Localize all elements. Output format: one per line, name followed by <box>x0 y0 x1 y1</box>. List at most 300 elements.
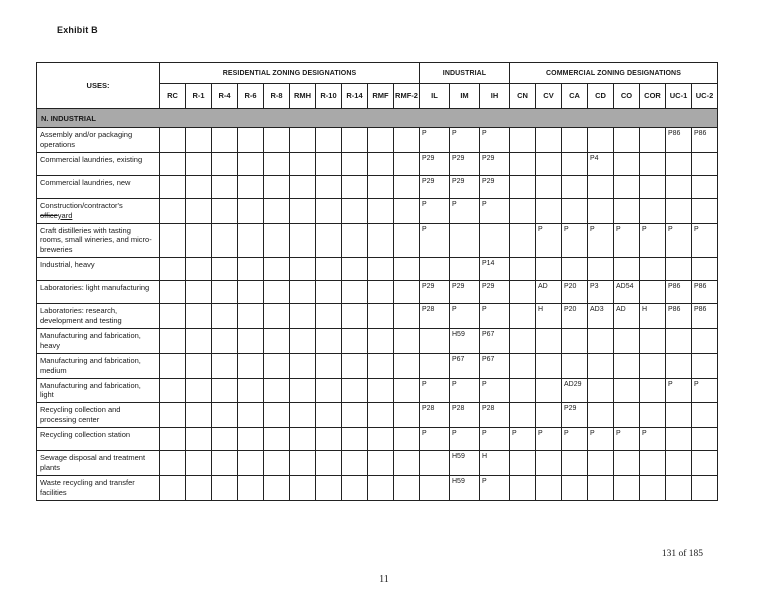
permission-cell <box>368 304 394 329</box>
permission-cell <box>212 198 238 223</box>
use-row <box>37 223 718 258</box>
permission-cell <box>368 223 394 258</box>
permission-cell <box>316 258 342 281</box>
permission-cell <box>692 428 718 451</box>
permission-cell <box>510 258 536 281</box>
permission-cell <box>588 451 614 476</box>
permission-cell: P28 <box>420 403 450 428</box>
permission-cell <box>212 403 238 428</box>
permission-cell <box>666 258 692 281</box>
permission-cell <box>212 353 238 378</box>
permission-cell <box>588 198 614 223</box>
permission-cell: P <box>480 378 510 403</box>
permission-cell <box>212 428 238 451</box>
permission-cell <box>536 152 562 175</box>
use-name-cell: Craft distilleries with tasting rooms, small wineries, and micro-breweries <box>37 223 160 258</box>
permission-cell <box>666 451 692 476</box>
use-name-cell: Manufacturing and fabrication, heavy <box>37 329 160 354</box>
permission-cell: P <box>420 198 450 223</box>
permission-cell <box>160 475 186 500</box>
zone-code-header: CA <box>562 84 588 109</box>
permission-cell: P20 <box>562 304 588 329</box>
zone-code-header: UC-1 <box>666 84 692 109</box>
permission-cell <box>238 428 264 451</box>
permission-cell <box>342 152 368 175</box>
use-name-cell: Commercial laundries, new <box>37 175 160 198</box>
permission-cell <box>290 304 316 329</box>
use-row <box>37 475 718 500</box>
permission-cell <box>316 329 342 354</box>
permission-cell <box>264 378 290 403</box>
permission-cell <box>160 428 186 451</box>
permission-cell: P29 <box>480 281 510 304</box>
permission-cell: P <box>420 223 450 258</box>
permission-cell <box>394 329 420 354</box>
section-header-cell: N. INDUSTRIAL <box>37 109 718 128</box>
permission-cell <box>368 475 394 500</box>
permission-cell: P29 <box>450 152 480 175</box>
permission-cell: P29 <box>562 403 588 428</box>
permission-cell <box>316 475 342 500</box>
permission-cell: AD54 <box>614 281 640 304</box>
permission-cell <box>212 378 238 403</box>
deleted-text: office <box>40 210 58 220</box>
permission-cell: P <box>666 378 692 403</box>
permission-cell: P <box>640 428 666 451</box>
permission-cell <box>562 329 588 354</box>
permission-cell: P <box>666 223 692 258</box>
permission-cell: P29 <box>420 152 450 175</box>
permission-cell <box>588 258 614 281</box>
permission-cell <box>614 378 640 403</box>
use-row <box>37 128 718 153</box>
permission-cell <box>510 378 536 403</box>
permission-cell <box>316 281 342 304</box>
permission-cell <box>536 378 562 403</box>
permission-cell <box>614 475 640 500</box>
permission-cell: P <box>510 428 536 451</box>
permission-cell <box>160 152 186 175</box>
permission-cell <box>510 475 536 500</box>
permission-cell <box>614 451 640 476</box>
permission-cell <box>186 258 212 281</box>
permission-cell <box>186 175 212 198</box>
permission-cell <box>692 329 718 354</box>
permission-cell <box>666 403 692 428</box>
zone-code-header: COR <box>640 84 666 109</box>
permission-cell <box>342 451 368 476</box>
permission-cell <box>160 353 186 378</box>
permission-cell <box>238 451 264 476</box>
permission-cell <box>186 198 212 223</box>
permission-cell <box>342 378 368 403</box>
permission-cell: P <box>480 128 510 153</box>
permission-cell: P <box>450 198 480 223</box>
permission-cell <box>212 304 238 329</box>
permission-cell <box>368 353 394 378</box>
permission-cell <box>394 128 420 153</box>
permission-cell <box>368 198 394 223</box>
permission-cell <box>160 451 186 476</box>
use-row <box>37 281 718 304</box>
permission-cell <box>238 475 264 500</box>
permission-cell: P <box>420 378 450 403</box>
permission-cell <box>640 451 666 476</box>
permission-cell <box>614 175 640 198</box>
permission-cell <box>666 198 692 223</box>
permission-cell <box>666 175 692 198</box>
permission-cell <box>394 198 420 223</box>
zone-code-header: IM <box>450 84 480 109</box>
permission-cell <box>394 223 420 258</box>
permission-cell: P28 <box>480 403 510 428</box>
permission-cell: H <box>640 304 666 329</box>
permission-cell <box>640 403 666 428</box>
permission-cell <box>666 475 692 500</box>
permission-cell <box>212 152 238 175</box>
permission-cell <box>536 403 562 428</box>
permission-cell <box>186 451 212 476</box>
permission-cell <box>692 198 718 223</box>
use-name-cell: Recycling collection station <box>37 428 160 451</box>
permission-cell <box>692 475 718 500</box>
permission-cell <box>562 451 588 476</box>
permission-cell <box>562 128 588 153</box>
permission-cell: P <box>692 378 718 403</box>
permission-cell <box>264 281 290 304</box>
permission-cell <box>212 451 238 476</box>
permission-cell <box>536 128 562 153</box>
permission-cell <box>368 329 394 354</box>
permission-cell <box>394 258 420 281</box>
permission-cell: AD3 <box>588 304 614 329</box>
permission-cell <box>342 258 368 281</box>
permission-cell <box>614 198 640 223</box>
permission-cell <box>368 152 394 175</box>
permission-cell <box>588 403 614 428</box>
permission-cell <box>264 353 290 378</box>
permission-cell: P <box>450 378 480 403</box>
permission-cell <box>264 329 290 354</box>
permission-cell: AD <box>536 281 562 304</box>
zone-code-header: CV <box>536 84 562 109</box>
column-group-header: INDUSTRIAL <box>420 63 510 84</box>
permission-cell: P86 <box>692 128 718 153</box>
permission-cell: P <box>588 223 614 258</box>
permission-cell: P <box>480 304 510 329</box>
permission-cell <box>450 258 480 281</box>
permission-cell <box>264 451 290 476</box>
permission-cell <box>394 353 420 378</box>
permission-cell <box>394 152 420 175</box>
zone-code-header: RMF <box>368 84 394 109</box>
permission-cell <box>238 198 264 223</box>
permission-cell <box>640 152 666 175</box>
permission-cell <box>264 198 290 223</box>
permission-cell <box>264 175 290 198</box>
use-name-cell: Industrial, heavy <box>37 258 160 281</box>
permission-cell <box>510 281 536 304</box>
use-name-cell: Manufacturing and fabrication, medium <box>37 353 160 378</box>
use-name-cell: Sewage disposal and treatment plants <box>37 451 160 476</box>
permission-cell: P29 <box>450 281 480 304</box>
use-row <box>37 428 718 451</box>
permission-cell: P28 <box>450 403 480 428</box>
use-name-cell: Laboratories: light manufacturing <box>37 281 160 304</box>
permission-cell: P <box>536 428 562 451</box>
permission-cell <box>450 223 480 258</box>
permission-cell <box>368 258 394 281</box>
permission-cell <box>666 353 692 378</box>
zoning-use-table <box>36 62 718 501</box>
permission-cell: P86 <box>666 281 692 304</box>
permission-cell <box>160 403 186 428</box>
zone-code-header: R-10 <box>316 84 342 109</box>
permission-cell <box>212 258 238 281</box>
permission-cell <box>342 475 368 500</box>
permission-cell <box>264 152 290 175</box>
table-header <box>37 63 718 109</box>
permission-cell: P <box>420 128 450 153</box>
permission-cell <box>692 258 718 281</box>
permission-cell <box>588 128 614 153</box>
permission-cell: H59 <box>450 451 480 476</box>
permission-cell <box>536 475 562 500</box>
permission-cell <box>160 378 186 403</box>
permission-cell <box>640 378 666 403</box>
permission-cell <box>290 258 316 281</box>
permission-cell <box>238 304 264 329</box>
permission-cell <box>290 451 316 476</box>
use-name-cell: Commercial laundries, existing <box>37 152 160 175</box>
use-row <box>37 175 718 198</box>
permission-cell <box>160 223 186 258</box>
permission-cell: P <box>614 428 640 451</box>
permission-cell <box>238 329 264 354</box>
permission-cell <box>640 128 666 153</box>
permission-cell <box>394 451 420 476</box>
permission-cell <box>562 258 588 281</box>
use-name-cell <box>37 198 160 223</box>
permission-cell <box>562 152 588 175</box>
permission-cell: P3 <box>588 281 614 304</box>
permission-cell <box>212 329 238 354</box>
use-row <box>37 329 718 354</box>
permission-cell <box>238 281 264 304</box>
permission-cell <box>290 128 316 153</box>
permission-cell <box>238 175 264 198</box>
permission-cell <box>640 198 666 223</box>
permission-cell <box>212 175 238 198</box>
permission-cell <box>614 353 640 378</box>
zone-code-header: CD <box>588 84 614 109</box>
permission-cell <box>614 258 640 281</box>
permission-cell <box>614 403 640 428</box>
permission-cell: H59 <box>450 329 480 354</box>
section-header-row <box>37 109 718 128</box>
permission-cell <box>640 353 666 378</box>
permission-cell <box>238 258 264 281</box>
zone-code-header: RMH <box>290 84 316 109</box>
permission-cell <box>316 353 342 378</box>
permission-cell: P <box>480 198 510 223</box>
permission-cell <box>342 304 368 329</box>
permission-cell <box>420 475 450 500</box>
permission-cell: P <box>588 428 614 451</box>
permission-cell <box>640 258 666 281</box>
permission-cell <box>342 128 368 153</box>
use-name-cell: Assembly and/or packaging operations <box>37 128 160 153</box>
permission-cell <box>160 258 186 281</box>
permission-cell <box>562 198 588 223</box>
permission-cell: AD29 <box>562 378 588 403</box>
permission-cell <box>342 223 368 258</box>
permission-cell: P67 <box>480 353 510 378</box>
permission-cell <box>264 475 290 500</box>
permission-cell <box>368 128 394 153</box>
permission-cell <box>692 353 718 378</box>
permission-cell: P29 <box>480 152 510 175</box>
permission-cell <box>290 428 316 451</box>
permission-cell <box>342 329 368 354</box>
permission-cell <box>614 329 640 354</box>
permission-cell <box>290 152 316 175</box>
permission-cell: P <box>450 304 480 329</box>
permission-cell <box>290 281 316 304</box>
permission-cell: P <box>640 223 666 258</box>
permission-cell: P28 <box>420 304 450 329</box>
permission-cell <box>394 475 420 500</box>
permission-cell <box>238 223 264 258</box>
permission-cell <box>290 475 316 500</box>
permission-cell <box>510 403 536 428</box>
zone-code-header: R-6 <box>238 84 264 109</box>
permission-cell: P <box>614 223 640 258</box>
permission-cell <box>562 475 588 500</box>
zone-code-header: UC-2 <box>692 84 718 109</box>
permission-cell <box>316 428 342 451</box>
permission-cell <box>186 329 212 354</box>
permission-cell <box>510 304 536 329</box>
permission-cell <box>160 304 186 329</box>
permission-cell <box>510 175 536 198</box>
permission-cell <box>316 152 342 175</box>
permission-cell <box>368 175 394 198</box>
permission-cell <box>666 152 692 175</box>
zone-code-header: RC <box>160 84 186 109</box>
permission-cell <box>238 152 264 175</box>
permission-cell <box>394 378 420 403</box>
use-name-cell: Waste recycling and transfer facilities <box>37 475 160 500</box>
page-number: 11 <box>379 574 389 585</box>
use-row <box>37 198 718 223</box>
permission-cell <box>394 403 420 428</box>
permission-cell <box>394 281 420 304</box>
permission-cell <box>290 175 316 198</box>
permission-cell <box>316 378 342 403</box>
permission-cell <box>186 428 212 451</box>
use-text: Construction/contractor's <box>40 200 123 210</box>
permission-cell <box>316 403 342 428</box>
permission-cell: P <box>480 428 510 451</box>
zone-code-header: R-4 <box>212 84 238 109</box>
permission-cell <box>588 329 614 354</box>
permission-cell <box>614 152 640 175</box>
permission-cell <box>614 128 640 153</box>
permission-cell <box>160 281 186 304</box>
permission-cell <box>290 403 316 428</box>
use-name-cell: Manufacturing and fabrication, light <box>37 378 160 403</box>
use-row <box>37 152 718 175</box>
permission-cell: P <box>450 128 480 153</box>
permission-cell: P29 <box>420 175 450 198</box>
permission-cell <box>588 353 614 378</box>
permission-cell <box>316 128 342 153</box>
permission-cell <box>510 128 536 153</box>
permission-cell: P29 <box>480 175 510 198</box>
permission-cell <box>562 175 588 198</box>
zone-code-header: R-1 <box>186 84 212 109</box>
permission-cell <box>160 128 186 153</box>
table-body <box>37 109 718 501</box>
column-group-header: RESIDENTIAL ZONING DESIGNATIONS <box>160 63 420 84</box>
use-row <box>37 378 718 403</box>
permission-cell: P67 <box>450 353 480 378</box>
permission-cell <box>536 353 562 378</box>
permission-cell <box>316 304 342 329</box>
permission-cell: P67 <box>480 329 510 354</box>
permission-cell <box>212 475 238 500</box>
permission-cell <box>160 329 186 354</box>
permission-cell: P29 <box>450 175 480 198</box>
zone-code-header: R-8 <box>264 84 290 109</box>
use-row <box>37 304 718 329</box>
permission-cell: P <box>562 428 588 451</box>
permission-cell <box>510 329 536 354</box>
permission-cell <box>238 378 264 403</box>
permission-cell: P <box>562 223 588 258</box>
permission-cell <box>342 198 368 223</box>
zone-code-header: R-14 <box>342 84 368 109</box>
permission-cell <box>510 223 536 258</box>
permission-cell: P29 <box>420 281 450 304</box>
permission-cell <box>420 329 450 354</box>
permission-cell <box>316 223 342 258</box>
permission-cell <box>212 128 238 153</box>
permission-cell <box>666 329 692 354</box>
permission-cell <box>640 175 666 198</box>
permission-cell <box>588 378 614 403</box>
permission-cell: P <box>420 428 450 451</box>
permission-cell <box>562 353 588 378</box>
permission-cell <box>640 281 666 304</box>
permission-cell <box>640 475 666 500</box>
permission-cell <box>342 353 368 378</box>
permission-cell <box>290 378 316 403</box>
permission-cell <box>264 258 290 281</box>
permission-cell <box>316 175 342 198</box>
zone-code-header: IL <box>420 84 450 109</box>
permission-cell <box>420 353 450 378</box>
permission-cell <box>186 281 212 304</box>
permission-cell: P <box>692 223 718 258</box>
permission-cell: P <box>536 223 562 258</box>
permission-cell <box>316 198 342 223</box>
permission-cell <box>692 152 718 175</box>
use-row <box>37 451 718 476</box>
permission-cell <box>368 281 394 304</box>
inserted-text: yard <box>57 210 73 220</box>
